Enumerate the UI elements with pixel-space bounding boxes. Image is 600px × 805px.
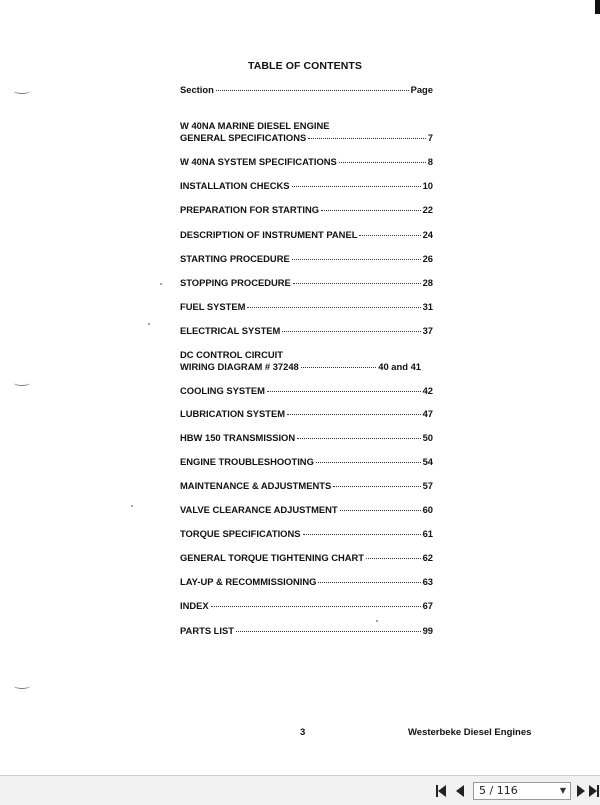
toc-entry-page: 26 (422, 253, 433, 264)
toc-entry[interactable] (180, 132, 433, 143)
toc-entry-label: PARTS LIST (180, 625, 234, 636)
toc-entry-label: LAY-UP & RECOMMISSIONING (180, 576, 317, 587)
dot-leader (216, 90, 409, 91)
first-page-button[interactable] (434, 784, 448, 798)
dot-leader (267, 391, 421, 392)
toc-entry[interactable] (180, 600, 433, 611)
toc-entry-page: 67 (422, 600, 433, 611)
toc-entry-page: 40 and 41 (378, 361, 421, 372)
scan-artifact (148, 323, 150, 325)
toc-entry-page: 50 (422, 432, 433, 443)
toc-entry[interactable] (180, 456, 433, 467)
last-page-icon (589, 785, 599, 797)
toc-entry[interactable] (180, 552, 433, 563)
scan-corner-mark (595, 0, 600, 14)
toc-entry[interactable] (180, 385, 433, 396)
dot-leader (318, 582, 420, 583)
toc-entry[interactable] (180, 253, 433, 264)
dot-leader (247, 307, 420, 308)
toc-entry-label: DESCRIPTION OF INSTRUMENT PANEL (180, 229, 358, 240)
toc-entry-label: ELECTRICAL SYSTEM (180, 325, 281, 336)
toc-entry-page: 63 (422, 576, 433, 587)
toc-entry-page: 22 (422, 204, 433, 215)
toc-entry[interactable] (180, 229, 433, 240)
toc-entry[interactable] (180, 325, 433, 336)
toc-entry[interactable] (180, 576, 433, 587)
toc-entry[interactable] (180, 361, 421, 372)
toc-entry-page: 60 (422, 504, 433, 515)
chevron-down-icon: ▼ (559, 786, 566, 795)
dot-leader (359, 235, 420, 236)
page-indicator: 5 / 116 (479, 784, 518, 797)
toc-entry-label: HBW 150 TRANSMISSION (180, 432, 296, 443)
next-page-icon (577, 785, 585, 797)
previous-page-icon (456, 785, 464, 797)
dot-leader (287, 414, 421, 415)
dot-leader (282, 331, 420, 332)
dot-leader (340, 510, 421, 511)
toc-entry-label: GENERAL SPECIFICATIONS (180, 132, 307, 143)
toc-entry-page: 31 (422, 301, 433, 312)
toc-entry-page: 57 (422, 480, 433, 491)
toc-entry-label: INSTALLATION CHECKS (180, 180, 290, 191)
dot-leader (303, 534, 421, 535)
toc-entry-label: MAINTENANCE & ADJUSTMENTS (180, 480, 332, 491)
toc-title: TABLE OF CONTENTS (247, 60, 363, 72)
toc-entry-page: 10 (422, 180, 433, 191)
dot-leader (292, 259, 421, 260)
scan-artifact (14, 380, 30, 386)
toc-entry-label: VALVE CLEARANCE ADJUSTMENT (180, 504, 338, 515)
toc-entry-label: STARTING PROCEDURE (180, 253, 290, 264)
toc-entry[interactable] (180, 156, 433, 167)
dot-leader (316, 462, 421, 463)
toc-entry-page: 28 (422, 277, 433, 288)
last-page-button[interactable] (588, 784, 600, 798)
toc-entry-heading: W 40NA MARINE DIESEL ENGINE (180, 120, 330, 131)
toc-entry[interactable] (180, 204, 433, 215)
toc-entry-page: 24 (422, 229, 433, 240)
toc-entry-page: 62 (422, 552, 433, 563)
toc-entry-label: GENERAL TORQUE TIGHTENING CHART (180, 552, 365, 563)
dot-leader (211, 606, 421, 607)
dot-leader (301, 367, 376, 368)
scan-artifact (14, 88, 30, 94)
toc-entry-heading: DC CONTROL CIRCUIT (180, 349, 283, 360)
toc-entry-page: 61 (422, 528, 433, 539)
toc-entry-page: 99 (422, 625, 433, 636)
toc-entry-label: ENGINE TROUBLESHOOTING (180, 456, 314, 467)
dot-leader (293, 283, 421, 284)
footer-brand: Westerbeke Diesel Engines (408, 727, 532, 738)
dot-leader (333, 486, 420, 487)
toc-entry-page: 54 (422, 456, 433, 467)
dot-leader (297, 438, 420, 439)
toc-entry[interactable] (180, 301, 433, 312)
toc-entry-label: PREPARATION FOR STARTING (180, 204, 320, 215)
section-column-header: Section (180, 84, 214, 95)
dot-leader (308, 138, 426, 139)
toc-entry[interactable] (180, 180, 433, 191)
next-page-button[interactable] (576, 784, 586, 798)
toc-entry-label: TORQUE SPECIFICATIONS (180, 528, 301, 539)
previous-page-button[interactable] (454, 784, 466, 798)
scan-artifact (160, 283, 162, 285)
scan-artifact (14, 683, 30, 689)
toc-entry[interactable] (180, 432, 433, 443)
toc-entry[interactable] (180, 625, 433, 636)
scan-artifact (376, 620, 378, 622)
toc-header-row (180, 84, 433, 95)
toc-entry-page: 37 (422, 325, 433, 336)
toc-entry-page: 47 (422, 408, 433, 419)
page-number-select[interactable] (473, 782, 571, 800)
toc-entry[interactable] (180, 277, 433, 288)
toc-entry[interactable] (180, 528, 433, 539)
toc-entry-label: W 40NA SYSTEM SPECIFICATIONS (180, 156, 337, 167)
toc-entry-page: 8 (427, 156, 433, 167)
dot-leader (292, 186, 421, 187)
toc-entry-label: WIRING DIAGRAM # 37248 (180, 361, 299, 372)
toc-entry-label: STOPPING PROCEDURE (180, 277, 291, 288)
footer-page-number: 3 (300, 727, 306, 738)
toc-entry[interactable] (180, 480, 433, 491)
scan-artifact (131, 505, 133, 507)
dot-leader (236, 631, 421, 632)
toc-entry[interactable] (180, 408, 433, 419)
toc-entry-label: COOLING SYSTEM (180, 385, 265, 396)
first-page-icon (436, 785, 446, 797)
toc-entry-label: INDEX (180, 600, 209, 611)
toc-entry-page: 7 (427, 132, 433, 143)
dot-leader (339, 162, 426, 163)
page-column-header: Page (410, 84, 433, 95)
toc-entry-page: 42 (422, 385, 433, 396)
dot-leader (321, 210, 421, 211)
dot-leader (366, 558, 421, 559)
toc-entry[interactable] (180, 504, 433, 515)
toc-entry-label: LUBRICATION SYSTEM (180, 408, 286, 419)
toc-entry-label: FUEL SYSTEM (180, 301, 246, 312)
